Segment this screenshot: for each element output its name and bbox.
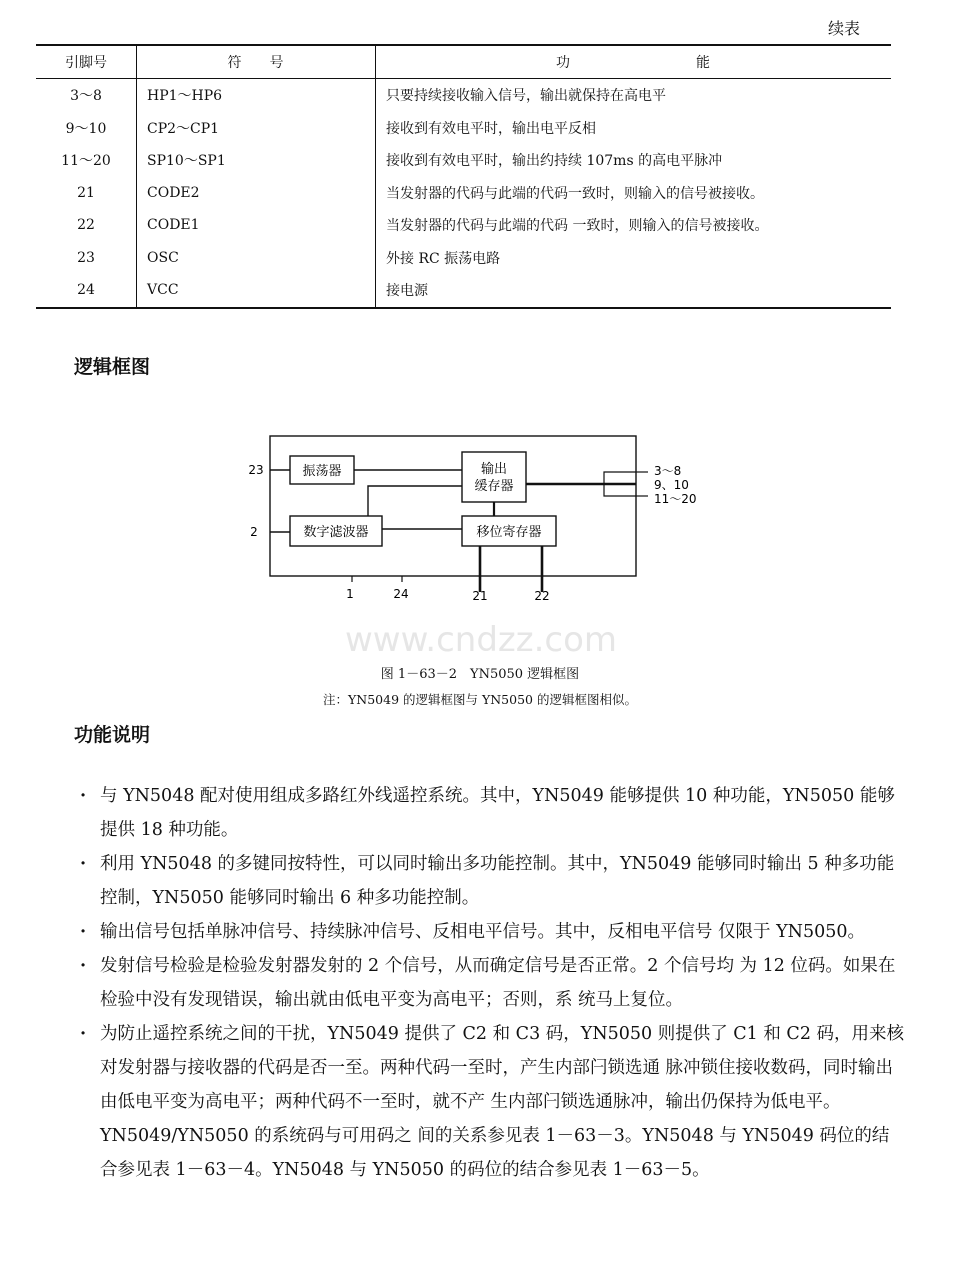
watermark: www.cndzz.com: [345, 620, 618, 660]
oscillator-label: 振荡器: [302, 464, 342, 479]
list-item: · 与 YN5048 配对使用组成多路红外线遥控系统。其中，YN5049 能够提供 10 种功能，YN5050 能够提供 18 种功能。: [80, 779, 905, 847]
function-list: [80, 779, 905, 1187]
cell-function: 接收到有效电平时，输出电平反相: [376, 112, 892, 145]
table-row: [36, 274, 891, 308]
list-item: · 输出信号包括单脉冲信号、持续脉冲信号、反相电平信号。其中，反相电平信号 仅限于 YN5050。: [80, 915, 905, 949]
cell-function: 只要持续接收输入信号，输出就保持在高电平: [376, 79, 892, 112]
cell-symbol: SP10～SP1: [137, 144, 376, 177]
cell-symbol: HP1～HP6: [137, 79, 376, 112]
cell-pin: 3～8: [70, 88, 102, 105]
list-item: · 发射信号检验是检验发射器发射的 2 个信号，从而确定信号是否正常。2 个信号均 为 12 位码。如果在检验中没有发现错误，输出就由低电平变为高电平；否则，系 统马上复位。: [80, 949, 905, 1017]
pin-label-24: 24: [393, 587, 409, 601]
logic-block-diagram: [236, 432, 716, 602]
header-pin: 引脚号: [36, 45, 137, 79]
cell-symbol: CODE2: [137, 177, 376, 210]
table-row: [36, 177, 891, 210]
pin-label-23: 23: [248, 463, 264, 477]
pin-label-1: 1: [346, 587, 354, 601]
pin-label-out-3: 11～20: [654, 492, 697, 506]
shift-register-label: 移位寄存器: [476, 525, 542, 540]
table-row: [36, 144, 891, 177]
cell-pin: 22: [77, 217, 95, 234]
cell-pin: 9～10: [65, 120, 107, 137]
pin-table: [36, 44, 891, 309]
cell-function: 接电源: [376, 274, 892, 308]
pin-label-22: 22: [534, 589, 550, 602]
cell-pin: 11～20: [61, 153, 111, 170]
pin-label-out-2: 9、10: [654, 478, 689, 492]
table-row: [36, 112, 891, 145]
cell-function: 当发射器的代码与此端的代码 一致时，则输入的信号被接收。: [376, 209, 892, 242]
cell-function: 接收到有效电平时，输出约持续 107ms 的高电平脉冲: [376, 144, 892, 177]
table-row: [36, 79, 891, 112]
cell-function: 外接 RC 振荡电路: [376, 242, 892, 275]
table-row: [36, 209, 891, 242]
figure-note: 注：YN5049 的逻辑框图与 YN5050 的逻辑框图相似。: [323, 692, 637, 707]
pin-label-21: 21: [472, 589, 488, 602]
pin-label-2: 2: [250, 525, 258, 539]
cell-pin: 23: [77, 249, 95, 266]
cell-pin: 21: [77, 184, 95, 201]
output-buffer-label-1: 输出: [480, 462, 508, 477]
table-row: [36, 242, 891, 275]
cell-pin: 24: [36, 274, 137, 308]
digital-filter-label: 数字滤波器: [303, 525, 369, 540]
section-title-logic: 逻辑框图: [74, 356, 151, 378]
chip-outline: [270, 436, 636, 576]
cell-symbol: VCC: [137, 274, 376, 308]
list-item: · 为防止遥控系统之间的干扰，YN5049 提供了 C2 和 C3 码，YN5050 则提供了 C1 和 C2 码，用来核对发射器与接收器的代码是否一至。两种代码一至时，产生内部闩锁选通 脉冲锁住接收数码，同时输出由低电平变为高电平；两种代码不一至时，就不产 生内部闩锁选通脉冲，输出仍保持为低电平。YN5049/YN5050 的系统码与可用码之 间的关系参见表 1－63－3。YN5048 与 YN5049 码位的结合参见表 1－63－4。YN5048 与 YN5050 的码位的结合参见表 1－63－5。: [80, 1017, 905, 1187]
output-buffer-block: [462, 452, 526, 502]
section-title-function: 功能说明: [74, 724, 151, 746]
cell-symbol: CP2～CP1: [137, 112, 376, 145]
list-item: · 利用 YN5048 的多键同按特性，可以同时输出多功能控制。其中，YN5049 能够同时输出 5 种多功能控制，YN5050 能够同时输出 6 种多功能控制。: [80, 847, 905, 915]
cell-symbol: CODE1: [137, 209, 376, 242]
output-buffer-label-2: 缓存器: [474, 479, 514, 494]
pin-label-out-1: 3～8: [654, 464, 682, 478]
cell-function: 当发射器的代码与此端的代码一致时，则输入的信号被接收。: [376, 177, 892, 210]
figure-caption: 图 1－63－2 YN5050 逻辑框图: [380, 667, 580, 682]
header-function: 功 能: [376, 45, 892, 79]
header-symbol: 符 号: [137, 45, 376, 79]
cell-symbol: OSC: [137, 242, 376, 275]
continued-label: 续表: [827, 19, 860, 38]
table-header-row: [36, 45, 891, 79]
